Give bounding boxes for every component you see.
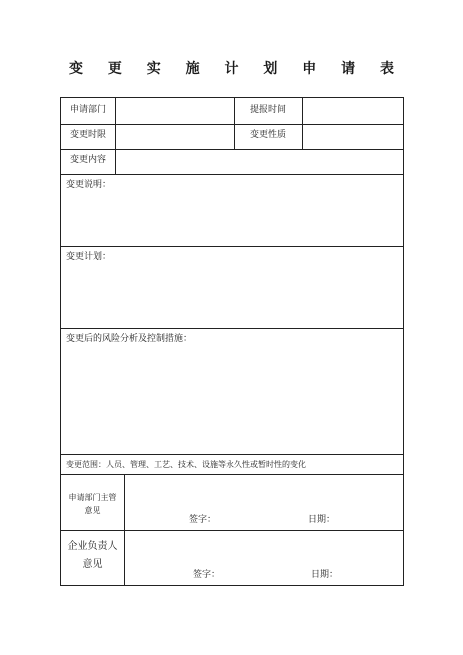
column-divider: [115, 98, 116, 174]
column-divider: [302, 98, 303, 149]
company-head-date-label: 日期：: [311, 570, 339, 580]
dept-label: 申请部门: [69, 105, 106, 115]
plan-label: 变更计划：: [66, 252, 112, 262]
dept-head-opinion-label: 申请部门主管 意见: [68, 493, 117, 515]
content-label: 变更内容: [69, 155, 106, 165]
row-divider: [61, 174, 403, 175]
description-label: 变更说明：: [66, 180, 112, 190]
propose-time-field[interactable]: [308, 105, 400, 117]
dept-head-date-label: 日期：: [308, 515, 336, 525]
deadline-field[interactable]: [121, 130, 229, 142]
scope-label: 变更范围：人员、管理、工艺、技术、设施等永久性或暂时性的变化: [66, 460, 306, 469]
row-divider: [61, 149, 403, 150]
change-request-form: [60, 97, 404, 586]
row-divider: [61, 454, 403, 455]
column-divider: [124, 474, 125, 586]
risk-analysis-label: 变更后的风险分析及控制措施：: [66, 334, 193, 344]
dept-field[interactable]: [121, 105, 229, 117]
row-divider: [61, 474, 403, 475]
propose-time-label: 提报时间: [249, 105, 286, 115]
row-divider: [61, 246, 403, 247]
dept-head-sign-label: 签字：: [189, 515, 217, 525]
row-divider: [61, 530, 403, 531]
company-head-sign-label: 签字：: [193, 570, 221, 580]
content-field[interactable]: [121, 155, 401, 167]
company-head-opinion-label: 企业负责人 意见: [67, 541, 118, 570]
deadline-label: 变更时限: [69, 130, 106, 140]
row-divider: [61, 124, 403, 125]
nature-label: 变更性质: [249, 130, 286, 140]
nature-field[interactable]: [308, 130, 400, 142]
row-divider: [61, 328, 403, 329]
form-title: 变 更 实 施 计 划 申 请 表: [69, 61, 404, 77]
